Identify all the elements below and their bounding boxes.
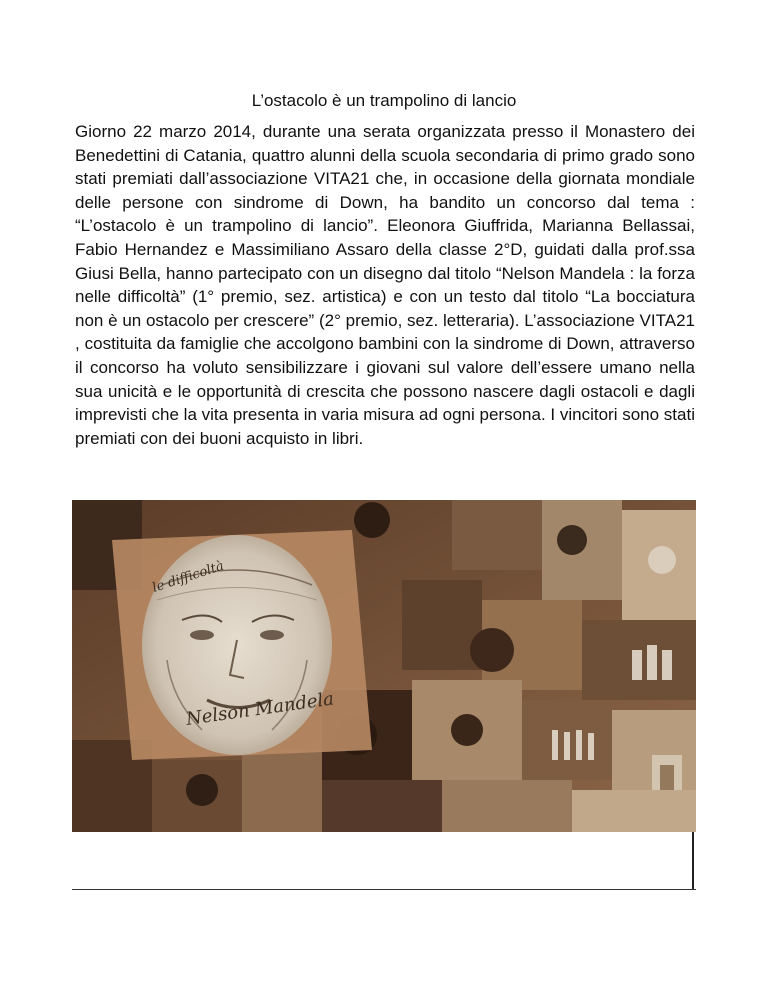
portrait-drawing (112, 530, 372, 760)
collage-artwork (72, 500, 696, 832)
footer-rule (72, 889, 696, 890)
collage-image (72, 500, 696, 832)
body-paragraph: Giorno 22 marzo 2014, durante una serata organizzata presso il Monastero dei Benedettini di Catania, quattro alunni della scuola secondaria di primo grado sono stati premiati dall’associazione VITA21 che, in occasione della giornata mondiale delle persone con sindrome di Down, ha bandito un concorso dal tema : “L’ostacolo è un trampolino di lancio”. Eleonora Giuffrida, Marianna Bellassai, Fabio Hernandez e Massimiliano Assaro della classe 2°D, guidati dalla prof.ssa Giusi Bella, hanno partecipato con un disegno dal titolo “Nelson Mandela : la forza nelle difficoltà” (1° premio, sez. artistica) e con un testo dal titolo “La bocciatura non è un ostacolo per crescere” (2° premio, sez. letteraria). L’associazione VITA21 , costituita da famiglie che accolgono bambini con la sindrome di Down, attraverso il concorso ha voluto sensibilizzare i giovani sul valore dell’essere umano nella sua unicità e le opportunità di crescita che possono nascere dagli ostacoli e dagli imprevisti che la vita presenta in varia misura ad ogni persona. I vincitori sono stati premiati con dei buoni acquisto in libri. (75, 122, 695, 448)
page-border-mark (692, 832, 694, 890)
document-title: L’ostacolo è un trampolino di lancio (251, 91, 517, 110)
svg-text:Nelson Mandela: Nelson Mandela (184, 688, 336, 730)
svg-text:le difficoltà: le difficoltà (150, 558, 226, 596)
document-body (75, 120, 695, 450)
